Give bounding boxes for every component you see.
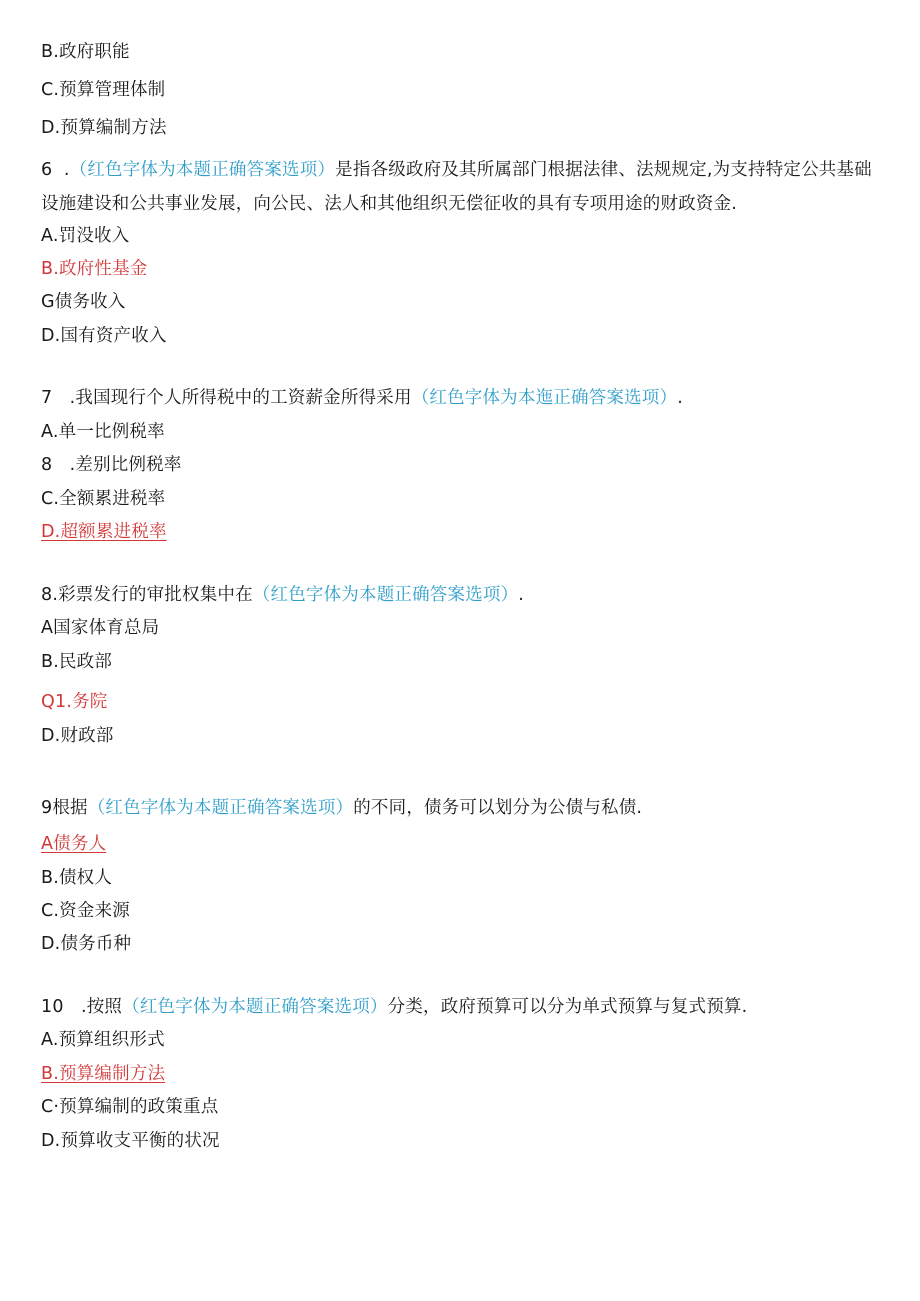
q8-text: 8.彩票发行的审批权集中在 — [41, 585, 253, 605]
q8-stem — [41, 583, 524, 607]
q9-stem — [41, 796, 642, 820]
q9-hint: （红色字体为本题正确答案选项） — [87, 798, 354, 818]
q7-option-d-correct: D.超额累进税率 — [41, 522, 167, 542]
q7-hint: （红色字体为本迤正确答案选项） — [411, 388, 678, 408]
q7-text: 7 .我国现行个人所得税中的工资薪金所得采用 — [41, 388, 412, 408]
q10-option-b-correct: B.预算编制方法 — [41, 1064, 166, 1084]
q8-option-a: A国家体育总局 — [41, 618, 160, 638]
q10-option-c: C·预算编制的政策重点 — [41, 1097, 219, 1117]
q9-option-a-correct: A债务人 — [41, 834, 107, 854]
q10-text: 10 .按照 — [41, 997, 123, 1017]
q10-option-d: D.预算收支平衡的状况 — [41, 1131, 220, 1151]
q10-stem — [41, 995, 747, 1019]
q5-option-d: D.预算编制方法 — [41, 118, 167, 138]
q6-option-c: G债务收入 — [41, 292, 126, 312]
q5-option-b: B.政府职能 — [41, 42, 130, 62]
q8-hint: （红色字体为本题正确答案选项） — [252, 585, 519, 605]
q10-hint: （红色字体为本题正确答案选项） — [122, 997, 388, 1017]
q7-suffix: . — [677, 388, 683, 408]
q8-option-b: B.民政部 — [41, 652, 113, 672]
q8-suffix: . — [518, 585, 525, 605]
q6-option-a: A.罚没收入 — [41, 226, 130, 246]
q9-option-d: D.债务币种 — [41, 934, 132, 954]
q9-option-c: C.资金来源 — [41, 901, 130, 921]
q5-option-c: C.预算管理体制 — [41, 80, 166, 100]
q7-stem — [41, 386, 683, 410]
q6-text: 是指各级政府及其所属部门根据法律、法规规定,为支持特定公共基础设施建设和公共事业发展，向公民、法人和其他组织无偿征收的具有专项用途的财政资金. — [41, 160, 872, 214]
q7-option-c: C.全额累进税率 — [41, 489, 166, 509]
q6-stem — [41, 153, 886, 221]
q9-option-b: B.债权人 — [41, 868, 113, 888]
q6-number: 6 . — [41, 160, 70, 180]
q7-option-b: 8 .差别比例税率 — [41, 455, 182, 475]
q10-option-a: A.预算组织形式 — [41, 1030, 165, 1050]
q8-option-d: D.财政部 — [41, 726, 114, 746]
q6-option-d: D.国有资产收入 — [41, 326, 167, 346]
q8-option-c-correct: Q1.务院 — [41, 692, 108, 712]
q9-suffix: 的不同，债务可以划分为公债与私债. — [353, 798, 643, 818]
q7-option-a: A.单一比例税率 — [41, 422, 165, 442]
q6-hint: （红色字体为本题正确答案选项） — [69, 160, 336, 180]
q9-text: 9根据 — [41, 798, 88, 818]
q6-option-b-correct: B.政府性基金 — [41, 259, 148, 279]
q10-suffix: 分类，政府预算可以分为单式预算与复式预算. — [387, 997, 748, 1017]
